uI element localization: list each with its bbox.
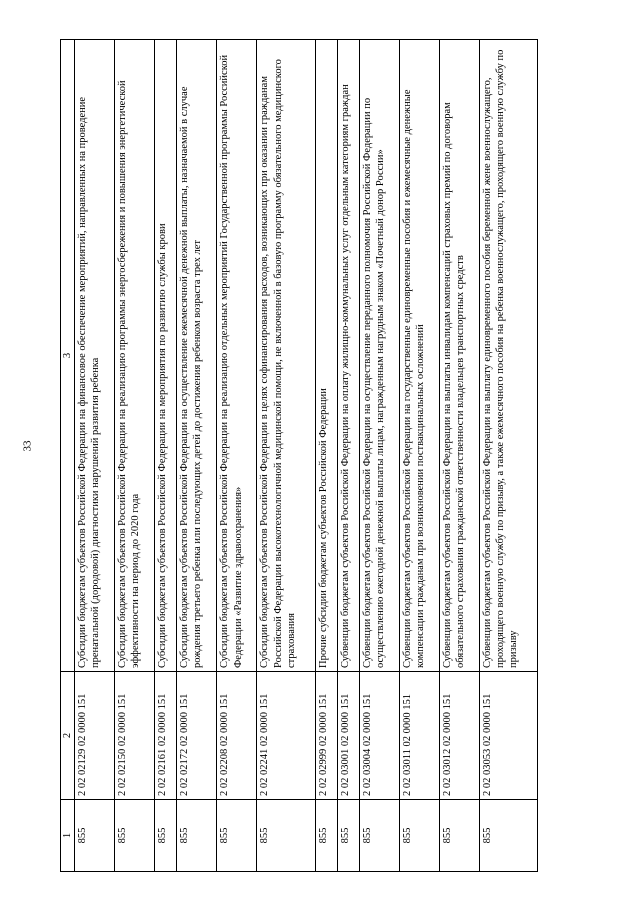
income-name-cell: Субвенции бюджетам субъектов Российской Федерации на выплату единовременного пособия беременной жене военнослужащего, проходящего военную службу по призыву, а также ежемесячного пособия на ребенка военнослужащего, проходящего военную службу по призыву (479, 40, 537, 672)
budget-code-cell: 2 02 02161 02 0000 151 (155, 672, 177, 800)
budget-code-cell: 2 02 02129 02 0000 151 (75, 672, 115, 800)
income-name-cell: Прочие субсидии бюджетам субъектов Российской Федерации (315, 40, 337, 672)
income-name-cell: Субсидии бюджетам субъектов Российской Федерации на осуществление ежемесячной денежной выплаты, назначаемой в случае рождения третьего ребенка или последующих детей до достижения ребенком возраста трех лет (177, 40, 217, 672)
budget-code-cell: 2 02 03012 02 0000 151 (439, 672, 479, 800)
income-name-cell: Субсидии бюджетам субъектов Российской Федерации на реализацию программы энергосбережения и повышения энергетической эффективности на период до 2020 года (115, 40, 155, 672)
table-row (439, 40, 479, 872)
page-number: 33 (21, 440, 34, 452)
table-header-row (61, 40, 75, 872)
budget-code-cell: 2 02 02150 02 0000 151 (115, 672, 155, 800)
table-row (315, 40, 337, 872)
budget-code-cell: 2 02 03011 02 0000 151 (399, 672, 439, 800)
rotated-page (60, 40, 538, 872)
admin-code-cell: 855 (257, 800, 315, 872)
table-row (217, 40, 257, 872)
header-cell-name: 3 (61, 40, 75, 672)
table-row (479, 40, 537, 872)
admin-code-cell: 855 (399, 800, 439, 872)
income-name-cell: Субвенции бюджетам субъектов Российской Федерации на выплаты инвалидам компенсаций страховых премий по договорам обязательного страхования гражданской ответственности владельцев транспортных средств (439, 40, 479, 672)
budget-code-cell: 2 02 02241 02 0000 151 (257, 672, 315, 800)
income-name-cell: Субвенции бюджетам субъектов Российской Федерации на оплату жилищно-коммунальных услуг отдельным категориям граждан (337, 40, 359, 672)
budget-codes-table-wrapper (60, 40, 538, 872)
budget-code-cell: 2 02 02999 02 0000 151 (315, 672, 337, 800)
admin-code-cell: 855 (115, 800, 155, 872)
admin-code-cell: 855 (439, 800, 479, 872)
income-name-cell: Субсидии бюджетам субъектов Российской Федерации в целях софинансирования расходов, возникающих при оказании гражданам Российской Федерации высокотехнологичной медицинской помощи, не включенной в базовую программу обязательного медицинского страхования (257, 40, 315, 672)
table-row (337, 40, 359, 872)
budget-codes-table (60, 39, 538, 872)
budget-code-cell: 2 02 03004 02 0000 151 (359, 672, 399, 800)
admin-code-cell: 855 (315, 800, 337, 872)
table-row (115, 40, 155, 872)
table-row (177, 40, 217, 872)
budget-code-cell: 2 02 03001 02 0000 151 (337, 672, 359, 800)
admin-code-cell: 855 (359, 800, 399, 872)
admin-code-cell: 855 (75, 800, 115, 872)
budget-code-cell: 2 02 02172 02 0000 151 (177, 672, 217, 800)
income-name-cell: Субсидии бюджетам субъектов Российской Федерации на мероприятия по развитию службы крови (155, 40, 177, 672)
admin-code-cell: 855 (177, 800, 217, 872)
admin-code-cell: 855 (337, 800, 359, 872)
table-row (359, 40, 399, 872)
admin-code-cell: 855 (479, 800, 537, 872)
table-row (155, 40, 177, 872)
budget-code-cell: 2 02 03053 02 0000 151 (479, 672, 537, 800)
table-row (257, 40, 315, 872)
header-cell-admin: 1 (61, 800, 75, 872)
table-row (399, 40, 439, 872)
income-name-cell: Субсидии бюджетам субъектов Российской Федерации на реализацию отдельных мероприятий Государственной программы Российской Федерации «Развитие здравоохранения» (217, 40, 257, 672)
admin-code-cell: 855 (217, 800, 257, 872)
table-row (75, 40, 115, 872)
income-name-cell: Субсидии бюджетам субъектов Российской Федерации на финансовое обеспечение мероприятий, направленных на проведение пренатальной (дородовой) диагностики нарушений развития ребенка (75, 40, 115, 672)
income-name-cell: Субвенции бюджетам субъектов Российской Федерации на государственные единовременные пособия и ежемесячные денежные компенсации гражданам при возникновении поствакцинальных осложнений (399, 40, 439, 672)
header-cell-code: 2 (61, 672, 75, 800)
admin-code-cell: 855 (155, 800, 177, 872)
income-name-cell: Субвенции бюджетам субъектов Российской Федерации на осуществление переданного полномочия Российской Федерации по осуществлению ежегодной денежной выплаты лицам, награжденным нагрудным знаком «Почетный донор России» (359, 40, 399, 672)
budget-code-cell: 2 02 02208 02 0000 151 (217, 672, 257, 800)
